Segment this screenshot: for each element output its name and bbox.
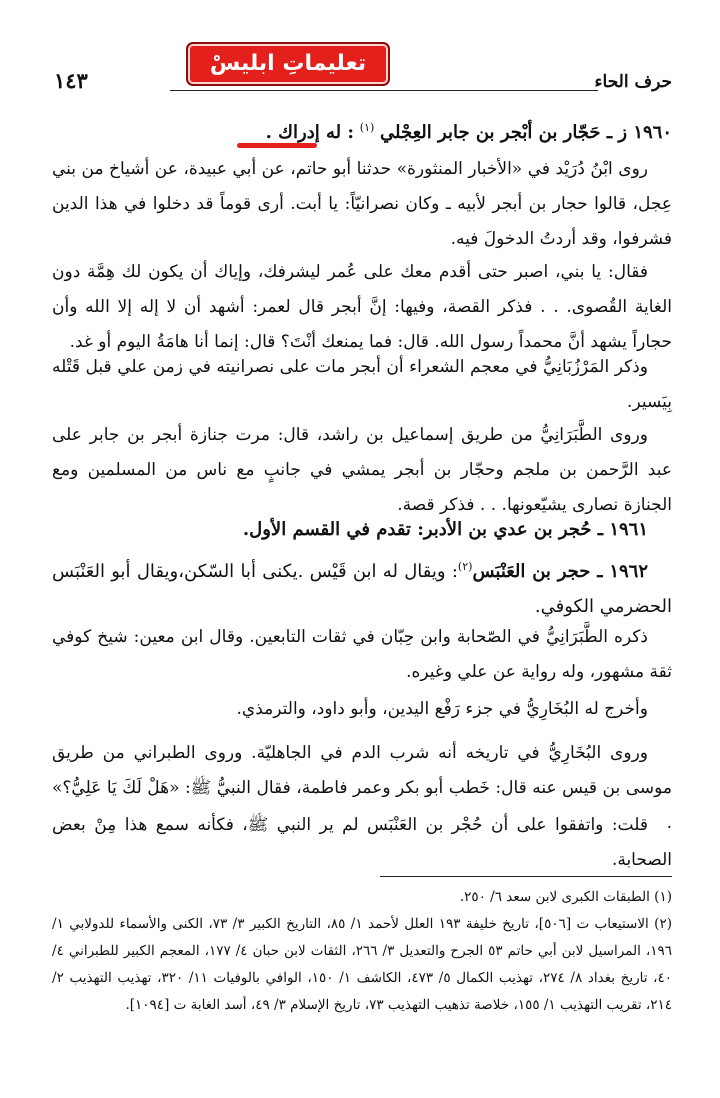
entry-1962-heading: ١٩٦٢ ـ حجر بن العَنْبَس: [472, 561, 648, 582]
page-number: ١٤٣: [54, 68, 88, 93]
watermark-stamp: تعليماتِ ابليسْ: [186, 42, 390, 86]
entry-1960: [52, 110, 672, 150]
running-head: حرف الحاء: [594, 72, 672, 92]
paragraph-5: ذكره الطَّبَرَانِيُّ في الصّحابة وابن حِبّان في ثقات التابعين. وقال ابن معين: شيخ كوفي ثقة مشهور، وله رواية عن علي وغيره.: [52, 627, 672, 682]
footnote-ref-2: (٢): [457, 560, 473, 573]
paragraph-1: روى ابْنُ دُرَيْد في «الأخبار المنثورة» حدثنا أبو حاتم، عن أبي عبيدة، عن أشياخ من بني عِجل، قالوا حجار بن أبجر لأبيه ـ وكان نصرانيّاً: يا أبت. أرى قوماً قد دخلوا في هذا الدين فشرفوا، وقد أردتُ الدخولَ فيه.: [52, 159, 672, 249]
entry-1962-tail: : ويقال له ابن قَيْس .يكنى أبا السّكن،ويقال أبو العَنْبَس الحضرمي الكوفي.: [52, 561, 672, 617]
paragraph-7: وروى البُخَارِيُّ في تاريخه أنه شرب الدم في الجاهليّة. وروى الطبراني من طريق موسى بن قيس عنه قال: خَطب أبو بكر وعمر فاطمة، فقال النبيُّ ﷺ: «هَلْ لَكَ يَا عَلِيُّ؟» .: [52, 743, 672, 833]
entry-1960-tail: : له إدراك .: [265, 122, 355, 143]
paragraph-8: قلت: واتفقوا على أن حُجْر بن العَنْبَس لم ير النبي ﷺ، فكأنه سمع هذا مِنْ بعض الصحابة.: [52, 815, 672, 870]
paragraph-6: وأخرج له البُخَارِيُّ في جزء رَفْع اليدين، وأبو داود، والترمذي.: [236, 699, 648, 719]
footnote-separator: [380, 876, 672, 877]
entry-1960-heading: ١٩٦٠ ز ـ حَجّار بن أبْجر بن جابر العِجْلي: [380, 122, 672, 143]
entry-1962: [52, 549, 672, 624]
footnote-ref-1: (١): [359, 121, 375, 134]
footnotes: [52, 884, 672, 1019]
paragraph-3: وذكر المَرْزُبَانِيُّ في معجم الشعراء أن أبجر مات على نصرانيته في زمن علي قبل قَتْله بِيَسير.: [52, 357, 672, 412]
entry-1961: ١٩٦١ ـ حُجر بن عدي بن الأدبر: تقدم في القسم الأول.: [242, 519, 648, 540]
paragraph-2: فقال: يا بني، اصبر حتى أقدم معك على عُمر ليشرفك، وإياك أن يكون لك هِمَّة دون الغاية القُصوى. . . فذكر القصة، وفيها: إنَّ أبجر قال لعمر: أشهد أن لا إله إلا الله وأن حجاراً يشهد أنَّ محمداً رسول الله. قال: فما يمنعك أنْتَ؟ قال: إنما أنا هامَةُ اليوم أو غد.: [52, 262, 672, 352]
footnote-2: (٢) الاستيعاب ت [٥٠٦]، تاريخ خليفة ١٩٣ العلل لأحمد ١/ ٨٥، التاريخ الكبير ٣/ ٧٣، الكنى والأسماء للدولابي ١/ ١٩٦، المراسيل لابن أبي حاتم ٥٣ الجرح والتعديل ٣/ ٢٦٦، الثقات لابن حبان ٤/ ١٧٧، المعجم الكبير للطبراني ٤/ ٤٠، تاريخ بغداد ٨/ ٢٧٤، تهذيب الكمال ٥/ ٤٧٣، الكاشف ١/ ١٥٠، الوافي بالوفيات ١١/ ٣٢٠، تهذيب التهذيب ٢/ ٢١٤، تقريب التهذيب ١/ ١٥٥، خلاصة تذهيب التهذيب ٧٣، تاريخ الإسلام ٣/ ٤٩، أسد الغابة ت [١٠٩٤].: [52, 916, 672, 1013]
paragraph-4: وروى الطَّبَرَانِيُّ من طريق إسماعيل بن راشد، قال: مرت جنازة أبجر بن جابر على عبد الرَّحمن بن ملجم وحجّار بن أبجر يمشي في جانبٍ مع ناس من المسلمين ومع الجنازة نصارى يشيّعونها. . . فذكر قصة.: [52, 425, 672, 515]
header-rule: [170, 90, 598, 91]
red-underline-mark: [237, 143, 317, 148]
footnote-1: (١) الطبقات الكبرى لابن سعد ٦/ ٢٥٠.: [459, 889, 672, 905]
